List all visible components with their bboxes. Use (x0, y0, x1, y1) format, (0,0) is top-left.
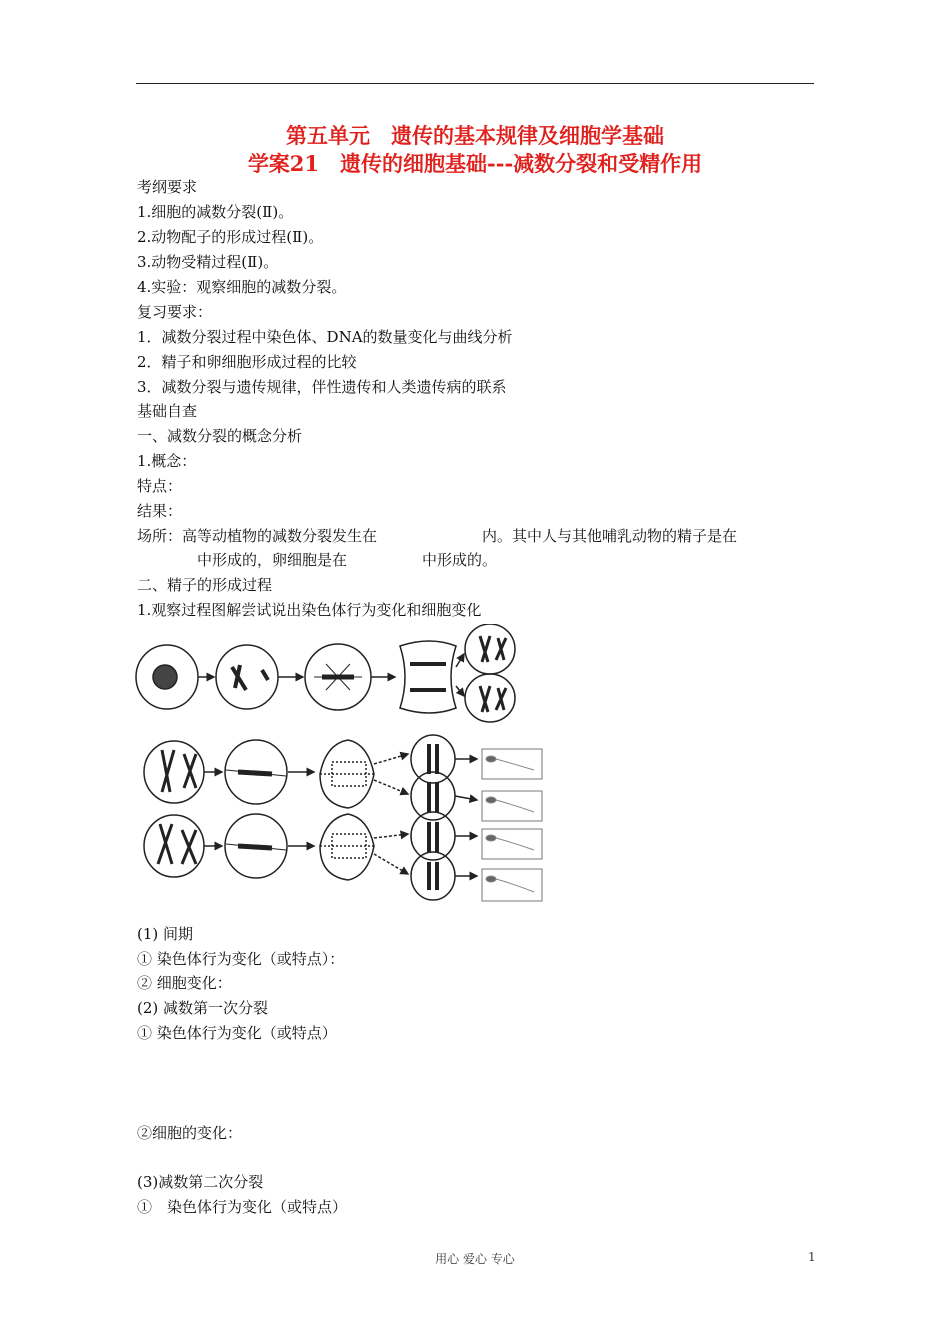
text-line: 场所：高等动植物的减数分裂发生在 内。其中人与其他哺乳动物的精子是在 (137, 527, 738, 545)
section-line: ②细胞的变化： (137, 1124, 243, 1142)
text-line: 特点： (137, 477, 183, 495)
text-line: 1．减数分裂过程中染色体、DNA的数量变化与曲线分析 (137, 328, 513, 346)
section-line: (3)减数第二次分裂 (137, 1173, 264, 1191)
section-line: ① 染色体行为变化（或特点） (137, 1024, 337, 1042)
text-line: 1.概念： (137, 452, 197, 470)
text-line: 二、精子的形成过程 (137, 576, 273, 594)
section-line: ① 染色体行为变化（或特点）： (137, 950, 345, 968)
section-line: ② 细胞变化： (137, 974, 232, 992)
section-line: (1) 间期 (137, 925, 194, 943)
text-line: 3．减数分裂与遗传规律，伴性遗传和人类遗传病的联系 (137, 378, 507, 396)
lesson-title: 学案21 遗传的细胞基础---减数分裂和受精作用 (247, 151, 703, 176)
text-line: 1.细胞的减数分裂(Ⅱ)。 (137, 203, 294, 221)
footer-text: 用心 爱心 专心 (435, 1252, 515, 1266)
page-number: 1 (808, 1250, 816, 1264)
spermatogenesis-diagram (134, 624, 546, 908)
text-line: 复习要求： (137, 303, 213, 321)
unit-title: 第五单元 遗传的基本规律及细胞学基础 (286, 123, 664, 148)
text-line: 3.动物受精过程(Ⅱ)。 (137, 253, 279, 271)
text-line: 4.实验：观察细胞的减数分裂。 (137, 278, 347, 296)
section-line: (2) 减数第一次分裂 (137, 999, 269, 1017)
text-line: 考纲要求 (137, 178, 198, 196)
text-line: 基础自查 (137, 402, 198, 420)
text-line: 一、减数分裂的概念分析 (137, 427, 303, 445)
text-line: 结果： (137, 502, 183, 520)
text-line: 中形成的，卵细胞是在 中形成的。 (137, 551, 498, 569)
text-line: 2．精子和卵细胞形成过程的比较 (137, 353, 357, 371)
text-line: 1.观察过程图解尝试说出染色体行为变化和细胞变化 (137, 601, 482, 619)
header-rule (136, 83, 814, 84)
section-line: ① 染色体行为变化（或特点） (137, 1198, 348, 1216)
text-line: 2.动物配子的形成过程(Ⅱ)。 (137, 228, 324, 246)
